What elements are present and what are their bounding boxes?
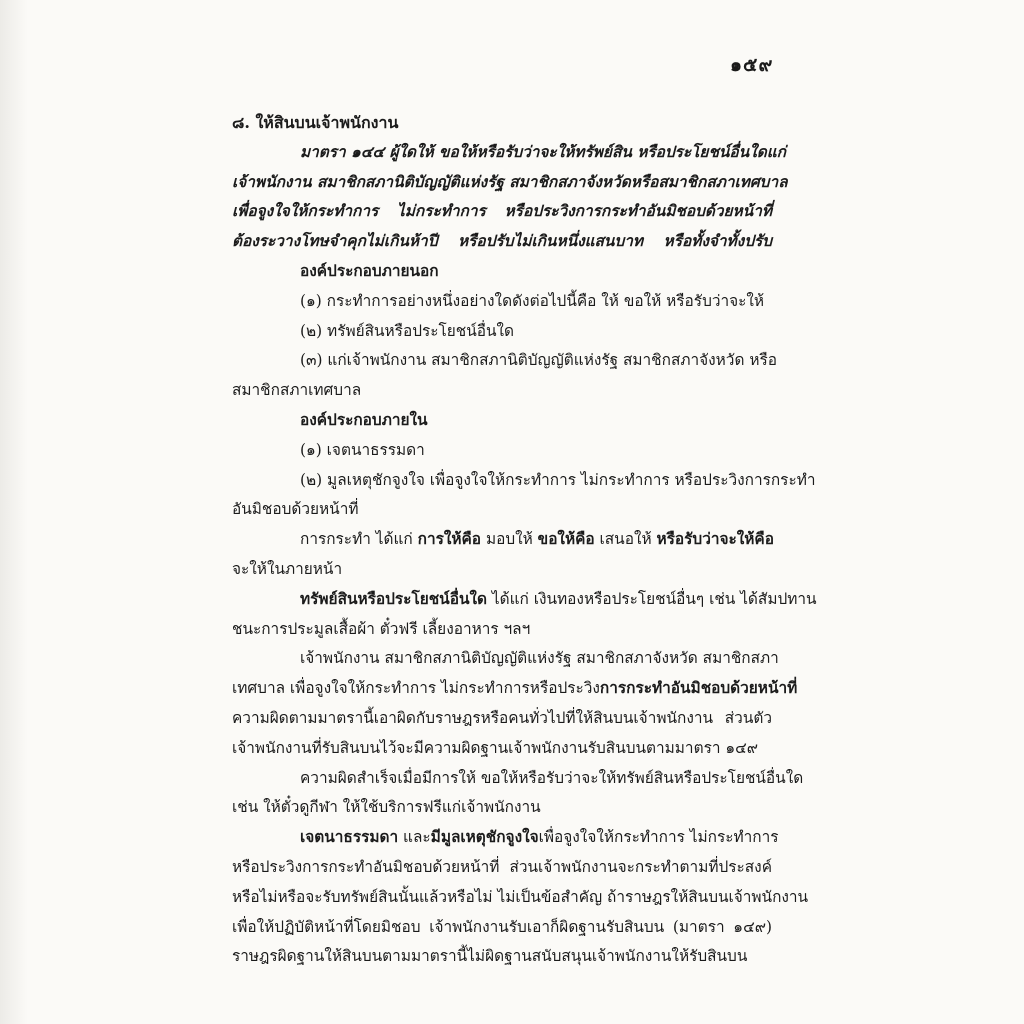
external-elements-heading: องค์ประกอบภายนอก <box>300 261 439 280</box>
statute-line: มาตรา ๑๔๔ ผู้ใดให้ ขอให้หรือรับว่าจะให้ทรัพย์สิน หรือประโยชน์อื่นใดแก่ <box>300 142 786 161</box>
intent-paragraph-line: ราษฎรผิดฐานให้สินบนตามมาตรานี้ไม่ผิดฐานสนับสนุนเจ้าพนักงานให้รับสินบน <box>232 947 748 966</box>
internal-element-item: (๑) เจตนาธรรมดา <box>300 440 425 459</box>
intent-paragraph-line: เพื่อให้ปฏิบัติหน้าที่โดยมิชอบ เจ้าพนักงานรับเอาก็ผิดฐานรับสินบน (มาตรา ๑๔๙) <box>232 917 772 936</box>
internal-element-item: (๒) มูลเหตุชักจูงใจ เพื่อจูงใจให้กระทำการ ไม่กระทำการ หรือประวิงการกระทำ <box>300 470 816 489</box>
section-heading: ๘. ให้สินบนเจ้าพนักงาน <box>232 113 399 132</box>
intent-paragraph-line: หรือประวิงการกระทำอันมิชอบด้วยหน้าที่ ส่วนเจ้าพนักงานจะกระทำตามที่ประสงค์ <box>232 857 772 876</box>
property-definition-continued: ชนะการประมูลเสื้อผ้า ตั๋วฟรี เลี้ยงอาหาร ฯลฯ <box>232 619 531 638</box>
property-definition-line <box>232 585 817 615</box>
bold-term: มีมูลเหตุชักจูงใจ <box>430 828 539 847</box>
page-gutter-shadow <box>0 0 28 1024</box>
act-definition-continued: จะให้ในภายหน้า <box>232 559 343 578</box>
bold-term: การให้คือ <box>417 530 482 549</box>
officials-paragraph-line <box>232 674 798 704</box>
text-run: และ <box>398 828 431 847</box>
internal-element-item-continued: อันมิชอบด้วยหน้าที่ <box>232 500 359 519</box>
bold-term: เจตนาธรรมดา <box>300 828 399 847</box>
page-number: ๑๕๙ <box>730 54 774 76</box>
external-element-item: (๒) ทรัพย์สินหรือประโยชน์อื่นใด <box>300 321 515 340</box>
text-run: การกระทำ ได้แก่ <box>300 530 418 549</box>
bold-term: ทรัพย์สินหรือประโยชน์อื่นใด <box>300 589 487 608</box>
officials-paragraph-line: เจ้าพนักงาน สมาชิกสภานิติบัญญัติแห่งรัฐ สมาชิกสภาจังหวัด สมาชิกสภา <box>300 649 779 668</box>
text-run: เทศบาล เพื่อจูงใจให้กระทำการ ไม่กระทำการหรือประวิง <box>232 679 600 698</box>
page-body <box>232 108 817 972</box>
officials-paragraph-line: ความผิดตามมาตรานี้เอาผิดกับราษฎรหรือคนทั่วไปที่ให้สินบนเจ้าพนักงาน ส่วนตัว <box>232 708 772 727</box>
external-element-item: (๓) แก่เจ้าพนักงาน สมาชิกสภานิติบัญญัติแห่งรัฐ สมาชิกสภาจังหวัด หรือ <box>300 351 777 370</box>
intent-paragraph-line <box>232 823 779 853</box>
text-run: เพื่อจูงใจให้กระทำการ ไม่กระทำการ <box>538 828 779 847</box>
external-element-item-continued: สมาชิกสภาเทศบาล <box>232 381 362 400</box>
statute-line: เพื่อจูงใจให้กระทำการ ไม่กระทำการ หรือประวิงการกระทำอันมิชอบด้วยหน้าที่ <box>232 202 772 221</box>
text-run: มอบให้ <box>481 530 538 549</box>
act-definition-line <box>232 525 772 555</box>
bold-term: หรือรับว่าจะให้คือ <box>656 530 774 549</box>
external-element-item: (๑) กระทำการอย่างหนึ่งอย่างใดดังต่อไปนี้คือ ให้ ขอให้ หรือรับว่าจะให้ <box>300 291 765 310</box>
completion-paragraph-line: ความผิดสำเร็จเมื่อมีการให้ ขอให้หรือรับว่าจะให้ทรัพย์สินหรือประโยชน์อื่นใด <box>300 768 804 787</box>
statute-line: เจ้าพนักงาน สมาชิกสภานิติบัญญัติแห่งรัฐ สมาชิกสภาจังหวัดหรือสมาชิกสภาเทศบาล <box>232 172 788 191</box>
bold-term: การกระทำอันมิชอบด้วยหน้าที่ <box>599 679 798 698</box>
completion-paragraph-line: เช่น ให้ตั๋วดูกีฬา ให้ใช้บริการฟรีแก่เจ้าพนักงาน <box>232 798 541 817</box>
statute-line: ต้องระวางโทษจำคุกไม่เกินห้าปี หรือปรับไม่เกินหนึ่งแสนบาท หรือทั้งจำทั้งปรับ <box>232 232 772 251</box>
intent-paragraph-line: หรือไม่หรือจะรับทรัพย์สินนั้นแล้วหรือไม่ ไม่เป็นข้อสำคัญ ถ้าราษฎรให้สินบนเจ้าพนักงาน <box>232 887 809 906</box>
text-run: เสนอให้ <box>594 530 657 549</box>
internal-elements-heading: องค์ประกอบภายใน <box>300 410 428 429</box>
officials-paragraph-line: เจ้าพนักงานที่รับสินบนไว้จะมีความผิดฐานเจ้าพนักงานรับสินบนตามมาตรา ๑๔๙ <box>232 738 759 757</box>
text-run: ได้แก่ เงินทองหรือประโยชน์อื่นๆ เช่น ได้สัมปทาน <box>486 589 817 608</box>
bold-term: ขอให้คือ <box>537 530 595 549</box>
